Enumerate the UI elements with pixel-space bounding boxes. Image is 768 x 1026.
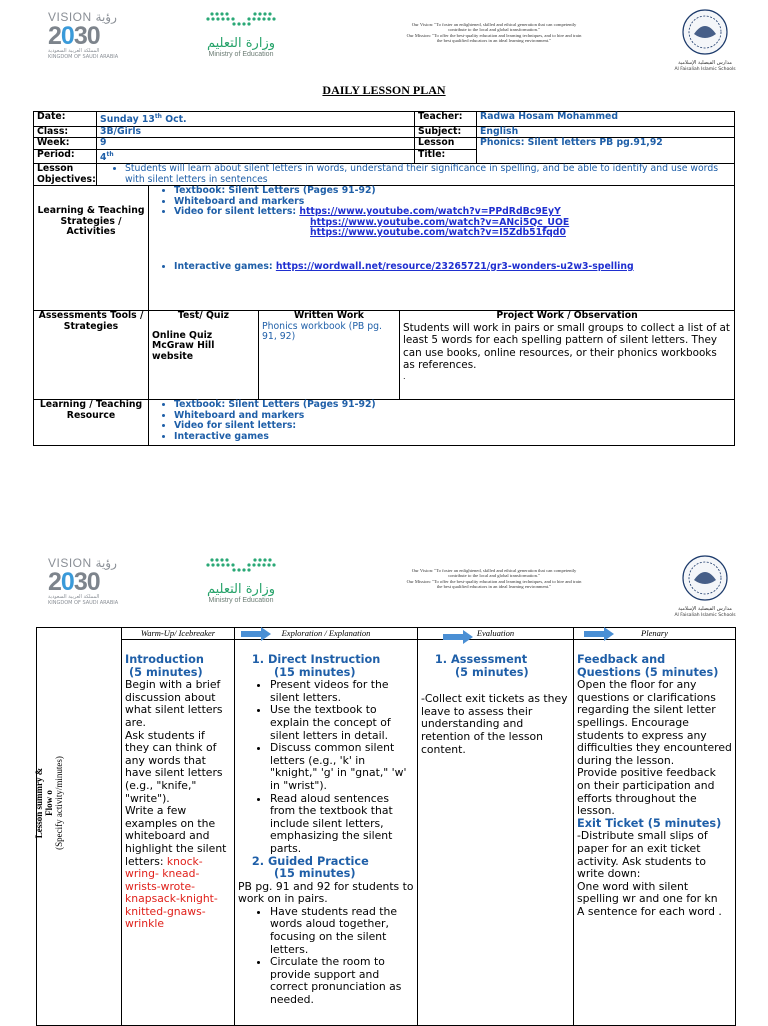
subject-label: Subject: — [415, 126, 477, 138]
vision-mission-text: Our Vision: "To foster an enlightened, skilled and ethical generation that can competently contribute to the local and global transformation." Our Mission: "To offer the best-quality education and learning techniques, and to hire and train the best qualified educators in an ideal learning environment." — [406, 568, 582, 590]
flow-side-label: Lesson summry & Flow o (Specify activity/minutes) — [37, 628, 122, 1026]
school-logo: مدارس الفيصلية الإسلامية Al Faisaliah Islamic Schools — [672, 8, 738, 70]
objectives-value: • Students will learn about silent letters in words, understand their significance in spelling, and be able to identify and use words with silent letters in sentences — [97, 164, 735, 186]
page-title: DAILY LESSON PLAN — [322, 83, 446, 97]
exit-ticket-heading: Exit Ticket (5 minutes) — [577, 816, 722, 830]
header-plenary: Plenary — [574, 628, 736, 640]
resource-item: • Video for silent letters: — [174, 421, 731, 432]
ministry-of-education-logo: وزارة التعليم Ministry of Education — [186, 10, 296, 66]
written-work-value: Phonics workbook (PB pg. 91, 92) — [262, 320, 383, 343]
project-work-value: Students will work in pairs or small groups to collect a list of at least 5 words for each spelling pattern of silent letters. They can use books, online resources, or their phonics workbooks as references. — [403, 321, 731, 372]
flow-content-row — [37, 640, 736, 1026]
strategies-value: • Textbook: Silent Letters (Pages 91-92) • Whiteboard and markers • Video for silent letters: https://www.youtube.com/watch?v=PPdRdBc9EyY https://www.youtube.com/watch?v=ANci5Qc_UOE https://www.youtube.com/watch?v=I5Zdb51fqd0 • Interactive games: https://wordwall.net/resource/23265721/gr3-wonders-u2w3-spelling — [149, 186, 735, 311]
teacher-label: Teacher: — [415, 112, 477, 127]
page-header-2 — [0, 546, 768, 616]
row-strategies — [34, 186, 735, 311]
ministry-dots-icon — [204, 556, 278, 574]
resource-item: • Textbook: Silent Letters (Pages 91-92) — [174, 400, 731, 411]
arrow-right-icon — [241, 627, 271, 641]
row-assessment — [34, 311, 735, 400]
header-evaluation: Evaluation — [418, 628, 574, 640]
video-link-3[interactable]: https://www.youtube.com/watch?v=I5Zdb51fqd0 — [310, 227, 566, 239]
plenary-cell: Feedback and Questions (5 minutes) Open the floor for any questions or clarifications regarding the silent letter spellings. Encourage students to express any difficulties they encountered during the lesson. Provide positive feedback on their participation and efforts throughout the lesson. Exit Ticket (5 minutes) -Distribute small slips of paper for an exit ticket activity. Ask students to write down: One word with silent spelling wr and one for kn A sentence for each word . — [574, 640, 736, 1026]
row-class — [34, 126, 735, 138]
arrow-right-icon — [443, 630, 473, 644]
school-emblem-icon — [680, 8, 730, 56]
row-resources — [34, 400, 735, 446]
video-link-1[interactable]: https://www.youtube.com/watch?v=PPdRdBc9EyY — [299, 206, 561, 218]
subject-value: English — [477, 126, 735, 138]
period-value: 4th — [97, 149, 415, 164]
resource-item: • Whiteboard and markers — [174, 411, 731, 422]
school-emblem-icon — [680, 554, 730, 602]
school-logo: مدارس الفيصلية الإسلامية Al Faisaliah Islamic Schools — [672, 554, 738, 616]
written-work-header: Written Work — [294, 310, 364, 322]
ministry-of-education-logo: وزارة التعليم Ministry of Education — [186, 556, 296, 612]
class-value: 3B/Girls — [97, 126, 415, 138]
arrow-right-icon — [584, 627, 614, 641]
written-work-cell — [259, 311, 400, 400]
week-label: Week: — [34, 138, 97, 150]
assessment-label: Assessments Tools / Strategies — [34, 311, 149, 400]
vision-mission-text: Our Vision: "To foster an enlightened, skilled and ethical generation that can competently contribute to the local and global transformation." Our Mission: "To offer the best-quality education and learning techniques, and to hire and train the best qualified educators in an ideal learning environment." — [406, 22, 582, 44]
feedback-heading: Feedback and Questions (5 minutes) — [577, 653, 719, 679]
flow-header-row — [37, 628, 736, 640]
warmup-cell: Introduction (5 minutes) Begin with a brief discussion about what silent letters are. Ask students if they can think of any words that have silent letters (e.g., "knife," "write"). Write a few examples on the whiteboard and highlight the silent letters: knock-wring- knead-wrists-wrote-knapsack-knight-knitted-gnaws-wrinkle — [122, 640, 235, 1026]
exploration-cell: 1. Direct Instruction (15 minutes) • Present videos for the silent letters. • Use the textbook to explain the concept of silent letters in detail. • Discuss common silent letters (e.g., 'k' in "knight," 'g' in "gnat," 'w' in "wrist"). • Read aloud sentences from the textbook that include silent letters, emphasizing the silent parts. 2. Guided Practice (15 minutes) PB pg. 91 and 92 for students to work on in pairs. • Have students read the words aloud together, focusing on the silent letters. • Circulate the room to provide support and correct pronunciation as needed. — [235, 640, 418, 1026]
week-value: 9 — [97, 138, 415, 150]
vision-2030-logo: VISION رؤية 2030 المملكة العربية السعودية KINGDOM OF SAUDI ARABIA — [48, 556, 119, 606]
row-objectives — [34, 164, 735, 186]
video-link-2[interactable]: https://www.youtube.com/watch?v=ANci5Qc_UOE — [310, 216, 570, 228]
direct-instruction-heading: 1. Direct Instruction — [268, 654, 414, 667]
resources-value — [149, 400, 735, 446]
silent-words-list: knock-wring- knead-wrists-wrote-knapsack-knight-knitted-gnaws-wrinkle — [125, 854, 218, 931]
class-label: Class: — [34, 126, 97, 138]
header-warmup: Warm-Up/ Icebreaker — [122, 628, 235, 640]
objectives-label: Lesson Objectives: — [34, 164, 97, 186]
evaluation-cell: 1. Assessment (5 minutes) -Collect exit tickets as they leave to assess their understanding and retention of the lesson content. — [418, 640, 574, 1026]
project-work-header: Project Work / Observation — [496, 310, 638, 322]
introduction-heading: Introduction — [125, 653, 204, 666]
period-label: Period: — [34, 149, 97, 164]
date-value: Sunday 13th Oct. — [97, 112, 415, 127]
lesson-title-value: Phonics: Silent letters PB pg.91,92 — [477, 138, 735, 164]
row-week — [34, 138, 735, 150]
vision-2030-logo: VISION رؤية 2030 المملكة العربية السعودية KINGDOM OF SAUDI ARABIA — [48, 10, 119, 60]
lesson-label: Lesson — [415, 138, 477, 150]
test-quiz-header: Test/ Quiz — [177, 310, 230, 322]
assessment-heading: 1. Assessment — [451, 654, 570, 667]
resources-label: Learning / Teaching Resource — [34, 400, 149, 446]
project-work-cell: Project Work / Observation Students will work in pairs or small groups to collect a list of at least 5 words for each spelling pattern of silent letters. They can use books, online resources, or their phonics workbooks as references. . — [400, 311, 735, 400]
test-quiz-value: Online Quiz McGraw Hill website — [152, 329, 215, 362]
title-label: Title: — [415, 149, 477, 164]
test-quiz-cell — [149, 311, 259, 400]
page-header-1 — [0, 0, 768, 70]
games-link[interactable]: https://wordwall.net/resource/23265721/gr3-wonders-u2w3-spelling — [275, 260, 634, 272]
ministry-dots-icon — [204, 10, 278, 28]
resource-item: • Interactive games — [174, 432, 731, 443]
lesson-plan-table — [33, 111, 735, 446]
strategies-label: Learning & Teaching Strategies / Activities — [34, 186, 149, 311]
guided-practice-heading: 2. Guided Practice — [268, 856, 414, 869]
lesson-flow-table — [36, 627, 736, 1026]
teacher-value: Radwa Hosam Mohammed — [477, 112, 735, 127]
header-exploration: Exploration / Explanation — [235, 628, 418, 640]
row-date — [34, 112, 735, 127]
date-label: Date: — [34, 112, 97, 127]
